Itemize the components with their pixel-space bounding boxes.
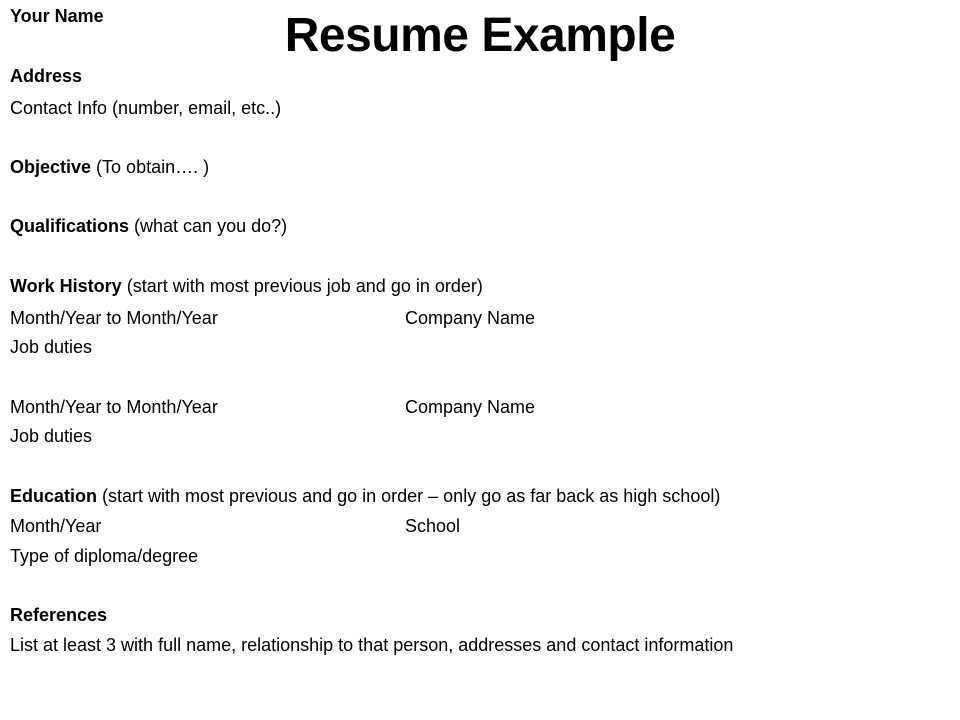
work-entry-1-company: Company Name: [405, 308, 536, 328]
address-label: Address: [10, 66, 83, 86]
qualifications-section: [10, 214, 287, 238]
references-text: List at least 3 with full name, relationship to that person, addresses and contact information: [10, 635, 734, 655]
work-entry-2-company: Company Name: [405, 397, 536, 417]
work-entry-2-dates: Month/Year to Month/Year: [10, 397, 218, 417]
work-entry-2-duties: Job duties: [10, 426, 93, 446]
references-label: References: [10, 605, 108, 625]
work-history-note: (start with most previous job and go in order): [121, 276, 483, 296]
education-degree: Type of diploma/degree: [10, 546, 199, 566]
education-note: (start with most previous and go in order – only go as far back as high school): [97, 486, 721, 506]
qualifications-note: (what can you do?): [129, 216, 288, 236]
objective-section: [10, 155, 209, 179]
work-entry-2-row: [10, 395, 950, 419]
work-entry-1-duties: Job duties: [10, 337, 93, 357]
education-section: [10, 484, 720, 508]
education-school: School: [405, 516, 461, 536]
work-entry-1-dates: Month/Year to Month/Year: [10, 308, 218, 328]
work-entry-1-row: [10, 306, 950, 330]
objective-note: (To obtain…. ): [91, 157, 210, 177]
page-title: Resume Example: [284, 9, 676, 62]
work-history-section: [10, 274, 483, 298]
education-row: [10, 514, 950, 538]
objective-label: Objective: [10, 157, 92, 177]
your-name: Your Name: [10, 6, 104, 26]
education-label: Education: [10, 486, 98, 506]
qualifications-label: Qualifications: [10, 216, 130, 236]
contact-info: Contact Info (number, email, etc..): [10, 98, 282, 118]
work-history-label: Work History: [10, 276, 122, 296]
education-date: Month/Year: [10, 516, 102, 536]
